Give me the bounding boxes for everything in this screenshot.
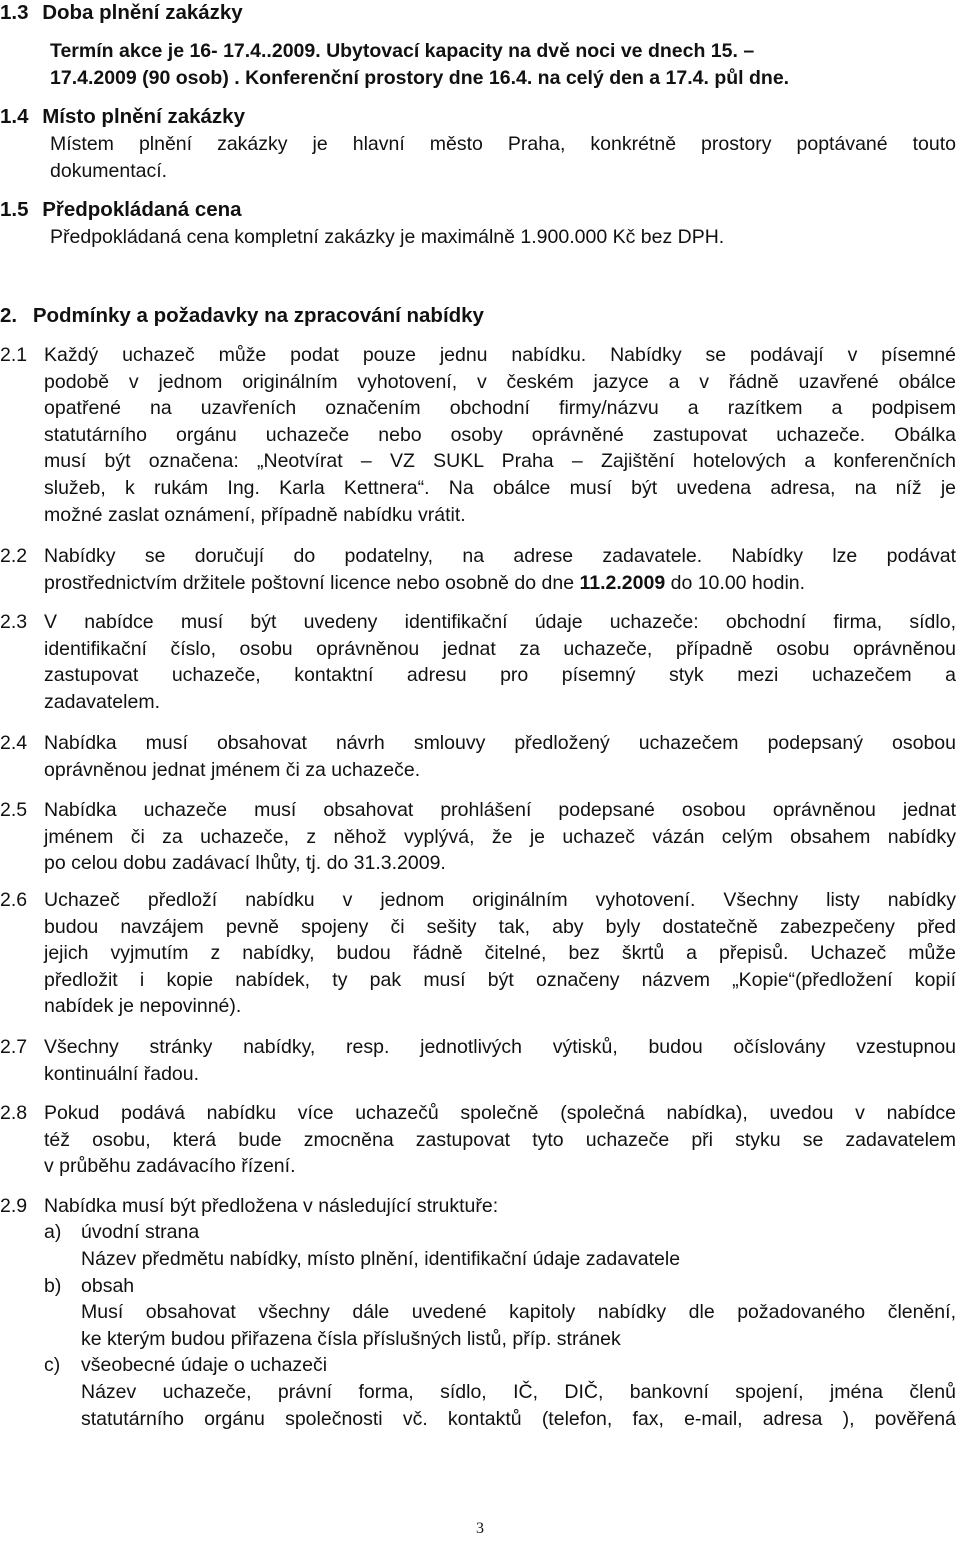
text-fragment: prostřednictvím držitele poštovní licence nebo osobně do dne <box>44 571 580 594</box>
paragraph-2-5 <box>44 797 956 877</box>
section-heading-1-4 <box>0 104 900 131</box>
section-1-3-body <box>50 38 930 91</box>
section-title: Předpokládaná cena <box>42 198 242 221</box>
text-line: Název předmětu nabídky, místo plnění, identifikační údaje zadavatele <box>81 1248 681 1270</box>
section-heading-1-5 <box>0 197 900 224</box>
text-line: Předpokládaná cena kompletní zakázky je maximálně 1.900.000 Kč bez DPH. <box>50 226 725 248</box>
text-line: Název uchazeče, právní forma, sídlo, IČ, DIČ, bankovní spojení, jména členů <box>81 1381 956 1403</box>
text-line: jménem či za uchazeče, z něhož vyplývá, že je uchazeč vázán celým obsahem nabídky <box>44 825 956 848</box>
paragraph-number: 2.6 <box>0 889 28 911</box>
text-line: jejich vyjmutím z nabídky, budou řádně čitelné, bez škrtů a přepisů. Uchazeč může <box>44 942 956 965</box>
paragraph-2-6 <box>44 887 956 1020</box>
text-line: opatřené na uzavřeních označením obchodní firmy/názvu a razítkem a podpisem <box>44 397 956 420</box>
list-item-title-a: úvodní strana <box>81 1221 200 1243</box>
paragraph-2-8 <box>44 1100 956 1180</box>
text-line: 17.4.2009 (90 osob) . Konferenční prostory dne 16.4. na celý den a 17.4. půl dne. <box>50 66 790 89</box>
text-line <box>44 570 956 597</box>
text-line: Všechny stránky nabídky, resp. jednotlivých výtisků, budou očíslovány vzestupnou <box>44 1036 956 1058</box>
text-line: ke kterým budou přiřazena čísla příslušných listů, příp. stránek <box>81 1327 621 1350</box>
paragraph-2-2 <box>44 543 956 596</box>
text-line: Místem plnění zakázky je hlavní město Praha, konkrétně prostory poptávané touto <box>50 133 956 155</box>
text-line: po celou dobu zadávací lhůty, tj. do 31.3.2009. <box>44 852 446 875</box>
section-title: Místo plnění zakázky <box>42 105 245 128</box>
paragraph-2-1 <box>44 342 956 528</box>
text-line: Nabídka musí obsahovat návrh smlouvy předložený uchazečem podepsaný osobou <box>44 732 956 754</box>
section-title: Doba plnění zakázky <box>42 1 243 24</box>
section-1-4-body <box>50 131 956 184</box>
list-label-a: a) <box>44 1221 62 1243</box>
text-line: podobě v jednom originálním vyhotovení, v českém jazyce a v řádně uzavřené obálce <box>44 370 956 393</box>
paragraph-number: 2.1 <box>0 344 28 366</box>
text-line: statutárního orgánu společnosti vč. kontaktů (telefon, fax, e-mail, adresa ), pověřená <box>81 1407 956 1430</box>
text-line: identifikační číslo, osobu oprávněnou jednat za uchazeče, případně osobu oprávněnou <box>44 637 956 660</box>
section-1-5-body <box>50 224 930 251</box>
chapter-heading-2 <box>0 303 900 330</box>
text-line: musí být označena: „Neotvírat – VZ SUKL Praha – Zajištění hotelových a konferenčních <box>44 450 956 473</box>
list-label-c: c) <box>44 1354 61 1376</box>
list-item-body-a <box>81 1246 956 1273</box>
section-number: 1.5 <box>0 198 29 221</box>
paragraph-number: 2.5 <box>0 799 28 821</box>
deadline-date: 11.2.2009 <box>579 571 666 594</box>
text-line: dokumentací. <box>50 159 168 182</box>
section-number: 1.3 <box>0 1 29 24</box>
text-line: nabídek je nepovinné). <box>44 995 242 1018</box>
section-number: 2. <box>0 304 18 327</box>
text-line: možné zaslat oznámení, případně nabídku vrátit. <box>44 503 466 526</box>
list-item-title-b: obsah <box>81 1275 135 1297</box>
text-line: Uchazeč předloží nabídku v jednom originálním vyhotovení. Všechny listy nabídky <box>44 889 956 911</box>
text-line: budou navzájem pevně spojeny či sešity tak, aby byly dostatečně zabezpečeny před <box>44 915 956 938</box>
text-line: Termín akce je 16- 17.4..2009. Ubytovací kapacity na dvě noci ve dnech 15. – <box>50 40 755 62</box>
text-line: v průběhu zadávacího řízení. <box>44 1155 296 1178</box>
section-heading-1-3 <box>0 0 900 27</box>
text-line: Pokud podává nabídku více uchazečů společně (společná nabídka), uvedou v nabídce <box>44 1102 956 1124</box>
section-number: 1.4 <box>0 105 29 128</box>
paragraph-number: 2.4 <box>0 732 28 754</box>
text-fragment: do 10.00 hodin. <box>665 571 806 594</box>
paragraph-2-7 <box>44 1034 956 1087</box>
text-line: statutárního orgánu uchazeče nebo osoby oprávněné zastupovat uchazeče. Obálka <box>44 423 956 446</box>
list-item-body-c <box>81 1379 956 1432</box>
text-line: zastupovat uchazeče, kontaktní adresu pro písemný styk mezi uchazečem a <box>44 664 956 687</box>
text-line: Nabídka musí být předložena v následující struktuře: <box>44 1195 499 1217</box>
text-line: též osobu, která bude zmocněna zastupovat tyto uchazeče při styku se zadavatelem <box>44 1128 956 1151</box>
list-item-title-c: všeobecné údaje o uchazeči <box>81 1354 328 1376</box>
page-number: 3 <box>476 1520 484 1537</box>
list-label-b: b) <box>44 1275 62 1297</box>
paragraph-number: 2.8 <box>0 1102 28 1124</box>
text-line: služeb, k rukám Ing. Karla Kettnera“. Na obálce musí být uvedena adresa, na níž je <box>44 476 956 499</box>
text-line: Musí obsahovat všechny dále uvedené kapitoly nabídky dle požadovaného členění, <box>81 1301 956 1323</box>
section-title: Podmínky a požadavky na zpracování nabídky <box>32 304 484 327</box>
list-item-body-b <box>81 1299 956 1352</box>
paragraph-2-3 <box>44 609 956 715</box>
paragraph-number: 2.7 <box>0 1036 28 1058</box>
text-line: Každý uchazeč může podat pouze jednu nabídku. Nabídky se podávají v písemné <box>44 344 956 366</box>
text-line: V nabídce musí být uvedeny identifikační údaje uchazeče: obchodní firma, sídlo, <box>44 611 956 633</box>
text-line: oprávněnou jednat jménem či za uchazeče. <box>44 758 421 781</box>
paragraph-number: 2.2 <box>0 545 28 567</box>
text-line: Nabídka uchazeče musí obsahovat prohlášení podepsané osobou oprávněnou jednat <box>44 799 956 821</box>
text-line: zadavatelem. <box>44 690 160 713</box>
paragraph-2-4 <box>44 730 956 783</box>
paragraph-2-9 <box>44 1193 956 1220</box>
paragraph-number: 2.9 <box>0 1195 28 1217</box>
text-line: kontinuální řadou. <box>44 1062 200 1085</box>
text-line: předložit i kopie nabídek, ty pak musí být označeny názvem „Kopie“(předložení kopií <box>44 968 956 991</box>
paragraph-number: 2.3 <box>0 611 28 633</box>
text-line: Nabídky se doručují do podatelny, na adrese zadavatele. Nabídky lze podávat <box>44 545 956 567</box>
